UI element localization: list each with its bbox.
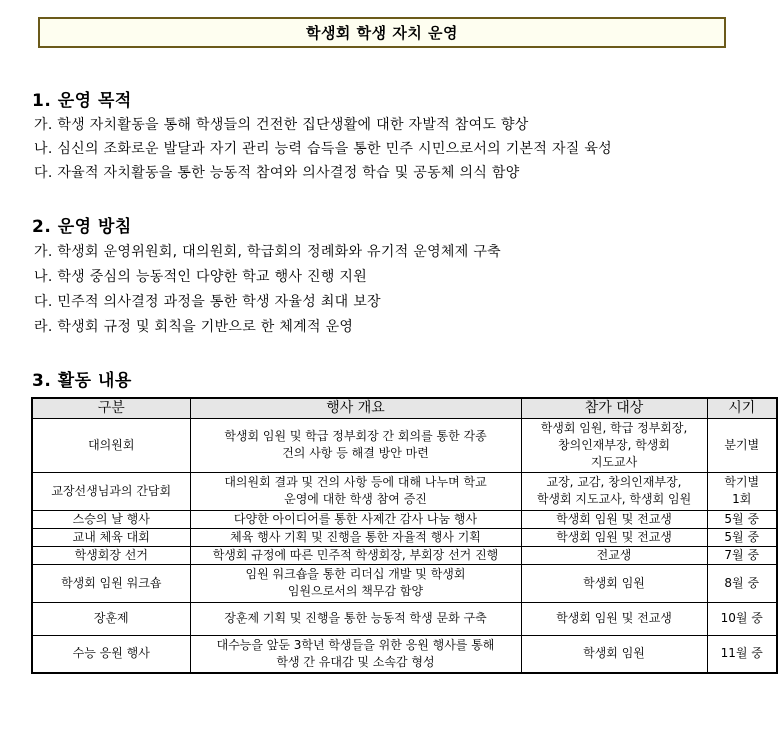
- row-timing-line: 분기별: [724, 437, 760, 452]
- row-timing-line: 10월 중: [720, 611, 763, 625]
- row-category: 교내 체육 대회: [32, 528, 190, 546]
- row-timing: [707, 546, 777, 564]
- policy-item: 다. 민주적 의사결정 과정을 통한 학생 자율성 최대 보장: [34, 294, 381, 310]
- header-category: 구분: [32, 398, 190, 418]
- row-participants-line: 학생회 임원 및 전교생: [556, 511, 672, 526]
- row-summary-line: 임원 워크숍을 통한 리더십 개발 및 학생회: [245, 567, 466, 581]
- row-timing-line: 7월 중: [724, 547, 760, 562]
- row-category: 대의원회: [32, 418, 190, 472]
- row-timing: [707, 564, 777, 602]
- section-heading-activities: 3. 활동 내용: [32, 371, 132, 391]
- row-timing-line: 11월 중: [720, 646, 763, 661]
- row-summary-line: 다양한 아이디어를 통한 사제간 감사 나눔 행사: [233, 511, 478, 526]
- row-summary: [190, 528, 521, 546]
- row-summary: [190, 564, 521, 602]
- row-category: 학생회 임원 워크숍: [32, 564, 190, 602]
- table-row: [32, 635, 777, 673]
- row-participants-line: 학생회 임원 및 전교생: [556, 529, 672, 544]
- row-category: 수능 응원 행사: [32, 635, 190, 673]
- row-participants: [521, 546, 707, 564]
- row-timing: [707, 418, 777, 472]
- row-participants-line: 전교생: [596, 547, 632, 562]
- row-summary: [190, 472, 521, 510]
- row-timing: [707, 528, 777, 546]
- row-summary: [190, 635, 521, 673]
- row-participants: [521, 564, 707, 602]
- policy-item: 가. 학생회 운영위원회, 대의원회, 학급회의 정례화와 유기적 운영체제 구축: [34, 244, 501, 260]
- table-row: [32, 564, 777, 602]
- table-row: [32, 602, 777, 635]
- row-summary-line: 대수능을 앞둔 3학년 학생들을 위한 응원 행사를 통해: [216, 637, 495, 652]
- row-participants-line: 창의인재부장, 학생회: [558, 437, 670, 452]
- row-participants: [521, 418, 707, 472]
- header-timing: 시기: [707, 398, 777, 418]
- row-summary-line: 대의원회 결과 및 건의 사항 등에 대해 나누며 학교: [224, 475, 487, 489]
- table-row: [32, 546, 777, 564]
- row-timing-line: 5월 중: [724, 511, 760, 526]
- section-heading-policy: 2. 운영 방침: [32, 217, 132, 237]
- row-summary-line: 운영에 대한 학생 참여 증진: [284, 492, 427, 506]
- row-participants-line: 학생회 임원: [583, 646, 645, 661]
- row-summary-line: 장훈제 기획 및 진행을 통한 능동적 학생 문화 구축: [224, 611, 487, 625]
- document-title: 학생회 학생 자치 운영: [305, 24, 459, 42]
- row-timing-line: 학기별: [724, 475, 760, 489]
- row-timing: [707, 602, 777, 635]
- row-summary-line: 체육 행사 기획 및 진행을 통한 자율적 행사 기획: [230, 529, 481, 544]
- row-summary: [190, 418, 521, 472]
- row-timing: [707, 472, 777, 510]
- row-summary: [190, 510, 521, 528]
- row-summary-line: 임원으로서의 책무감 함양: [287, 584, 424, 598]
- row-timing-line: 8월 중: [724, 575, 760, 590]
- row-participants-line: 학생회 임원, 학급 정부회장,: [540, 420, 688, 435]
- activities-table: [31, 397, 778, 674]
- row-participants-line: 학생회 임원: [583, 575, 645, 590]
- header-summary: 행사 개요: [190, 398, 521, 418]
- purpose-item: 다. 자율적 자치활동을 통한 능동적 참여와 의사결정 학습 및 공동체 의식 함양: [34, 165, 520, 181]
- row-summary-line: 학생회 규정에 따른 민주적 학생회장, 부회장 선거 진행: [212, 547, 499, 562]
- header-participants: 참가 대상: [521, 398, 707, 418]
- table-row: [32, 418, 777, 472]
- row-timing-line: 5월 중: [724, 529, 760, 544]
- row-timing-line: 1회: [732, 492, 752, 506]
- row-timing: [707, 635, 777, 673]
- row-summary-line: 학생회 임원 및 학급 정부회장 간 회의를 통한 각종: [224, 429, 487, 443]
- policy-item: 나. 학생 중심의 능동적인 다양한 학교 행사 진행 지원: [34, 269, 368, 285]
- row-participants-line: 교장, 교감, 창의인재부장,: [546, 475, 682, 489]
- row-category: 장훈제: [32, 602, 190, 635]
- table-header-row: [32, 398, 777, 418]
- section-heading-purpose: 1. 운영 목적: [32, 91, 132, 111]
- purpose-item: 나. 심신의 조화로운 발달과 자기 관리 능력 습득을 통한 민주 시민으로서의 기본적 자질 육성: [34, 141, 612, 157]
- purpose-item: 가. 학생 자치활동을 통해 학생들의 건전한 집단생활에 대한 자발적 참여도 향상: [34, 117, 529, 133]
- table-row: [32, 528, 777, 546]
- row-participants: [521, 528, 707, 546]
- table-row: [32, 472, 777, 510]
- row-summary-line: 학생 간 유대감 및 소속감 형성: [276, 654, 435, 669]
- row-timing: [707, 510, 777, 528]
- policy-item: 라. 학생회 규정 및 회칙을 기반으로 한 체계적 운영: [34, 319, 354, 335]
- row-summary: [190, 546, 521, 564]
- row-participants-line: 지도교사: [590, 454, 638, 469]
- row-category: 스승의 날 행사: [32, 510, 190, 528]
- row-participants: [521, 602, 707, 635]
- row-summary-line: 건의 사항 등 해결 방안 마련: [282, 446, 429, 460]
- row-category: 교장선생님과의 간담회: [32, 472, 190, 510]
- row-participants: [521, 635, 707, 673]
- document-title-box: [38, 17, 726, 48]
- row-summary: [190, 602, 521, 635]
- row-participants: [521, 510, 707, 528]
- row-participants-line: 학생회 임원 및 전교생: [556, 611, 672, 625]
- table-row: [32, 510, 777, 528]
- row-participants-line: 학생회 지도교사, 학생회 임원: [536, 492, 692, 506]
- row-category: 학생회장 선거: [32, 546, 190, 564]
- row-participants: [521, 472, 707, 510]
